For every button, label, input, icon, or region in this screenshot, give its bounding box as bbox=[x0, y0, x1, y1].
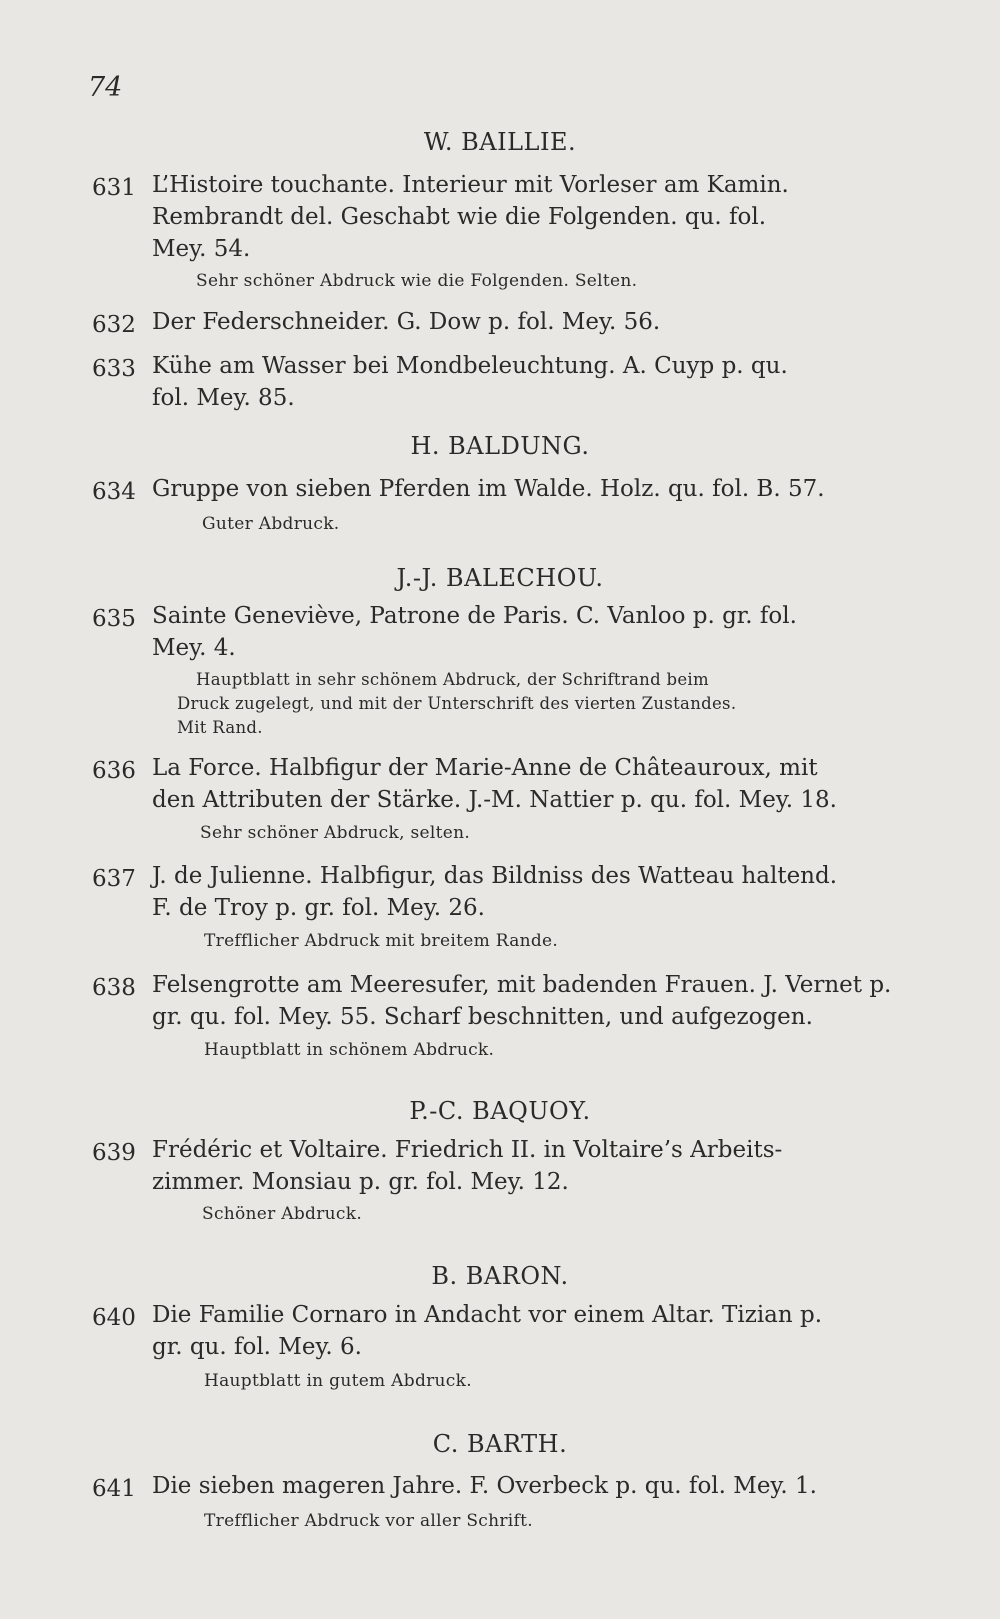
entry-635-line-2: Mey. 4. bbox=[152, 635, 236, 661]
entry-631-line-3: Mey. 54. bbox=[152, 236, 251, 262]
section-heading-baillie: W. BAILLIE. bbox=[423, 128, 577, 156]
entry-number-632: 632 bbox=[92, 312, 136, 338]
entry-number-640: 640 bbox=[92, 1305, 136, 1331]
entry-641-line-1: Die sieben mageren Jahre. F. Overbeck p. qu. fol. Mey. 1. bbox=[152, 1473, 817, 1499]
section-heading-barth: C. BARTH. bbox=[432, 1430, 568, 1458]
entry-641-note: Trefflicher Abdruck vor aller Schrift. bbox=[204, 1511, 533, 1531]
entry-639-line-1: Frédéric et Voltaire. Friedrich II. in Voltaire’s Arbeits- bbox=[152, 1137, 783, 1163]
entry-number-633: 633 bbox=[92, 356, 136, 382]
entry-633-line-1: Kühe am Wasser bei Mondbeleuchtung. A. Cuyp p. qu. bbox=[152, 353, 788, 379]
entry-number-638: 638 bbox=[92, 975, 136, 1001]
entry-631-line-2: Rembrandt del. Geschabt wie die Folgenden. qu. fol. bbox=[152, 204, 767, 230]
entry-634-line-1: Gruppe von sieben Pferden im Walde. Holz. qu. fol. B. 57. bbox=[152, 476, 825, 502]
section-heading-baron: B. BARON. bbox=[431, 1262, 569, 1290]
entry-632-line-1: Der Federschneider. G. Dow p. fol. Mey. 56. bbox=[152, 309, 661, 335]
entry-number-639: 639 bbox=[92, 1140, 136, 1166]
entry-638-line-1: Felsengrotte am Meeresufer, mit badenden Frauen. J. Vernet p. bbox=[152, 972, 892, 998]
entry-637-note: Trefflicher Abdruck mit breitem Rande. bbox=[204, 931, 559, 951]
entry-number-635: 635 bbox=[92, 606, 136, 632]
entry-634-note: Guter Abdruck. bbox=[202, 514, 340, 534]
entry-638-line-2: gr. qu. fol. Mey. 55. Scharf beschnitten, und aufgezogen. bbox=[152, 1004, 813, 1030]
entry-640-note: Hauptblatt in gutem Abdruck. bbox=[204, 1371, 472, 1391]
entry-number-631: 631 bbox=[92, 175, 136, 201]
section-heading-balechou: J.-J. BALECHOU. bbox=[396, 564, 604, 592]
entry-number-636: 636 bbox=[92, 758, 136, 784]
page-number: 74 bbox=[88, 72, 123, 103]
entry-633-line-2: fol. Mey. 85. bbox=[152, 385, 295, 411]
entry-number-641: 641 bbox=[92, 1476, 136, 1502]
entry-637-line-2: F. de Troy p. gr. fol. Mey. 26. bbox=[152, 895, 485, 921]
entry-635-note-line-3: Mit Rand. bbox=[177, 718, 263, 737]
entry-635-note-line-2: Druck zugelegt, und mit der Unterschrift des vierten Zustandes. bbox=[177, 694, 737, 713]
entry-636-line-1: La Force. Halbfigur der Marie-Anne de Châteauroux, mit bbox=[152, 755, 818, 781]
entry-number-634: 634 bbox=[92, 479, 136, 505]
entry-638-note: Hauptblatt in schönem Abdruck. bbox=[204, 1040, 495, 1060]
entry-631-line-1: L’Histoire touchante. Interieur mit Vorleser am Kamin. bbox=[152, 172, 789, 198]
entry-631-note: Sehr schöner Abdruck wie die Folgenden. Selten. bbox=[196, 271, 638, 291]
entry-640-line-1: Die Familie Cornaro in Andacht vor einem Altar. Tizian p. bbox=[152, 1302, 823, 1328]
entry-636-line-2: den Attributen der Stärke. J.-M. Nattier p. qu. fol. Mey. 18. bbox=[152, 787, 837, 813]
entry-number-637: 637 bbox=[92, 866, 136, 892]
entry-635-line-1: Sainte Geneviève, Patrone de Paris. C. Vanloo p. gr. fol. bbox=[152, 603, 797, 629]
entry-639-note: Schöner Abdruck. bbox=[202, 1204, 363, 1224]
entry-637-line-1: J. de Julienne. Halbfigur, das Bildniss des Watteau haltend. bbox=[152, 863, 838, 889]
entry-635-note-line-1: Hauptblatt in sehr schönem Abdruck, der Schriftrand beim bbox=[196, 670, 709, 689]
entry-639-line-2: zimmer. Monsiau p. gr. fol. Mey. 12. bbox=[152, 1169, 569, 1195]
section-heading-baldung: H. BALDUNG. bbox=[410, 432, 590, 460]
entry-636-note: Sehr schöner Abdruck, selten. bbox=[200, 823, 471, 843]
entry-640-line-2: gr. qu. fol. Mey. 6. bbox=[152, 1334, 362, 1360]
section-heading-baquoy: P.-C. BAQUOY. bbox=[409, 1097, 591, 1125]
